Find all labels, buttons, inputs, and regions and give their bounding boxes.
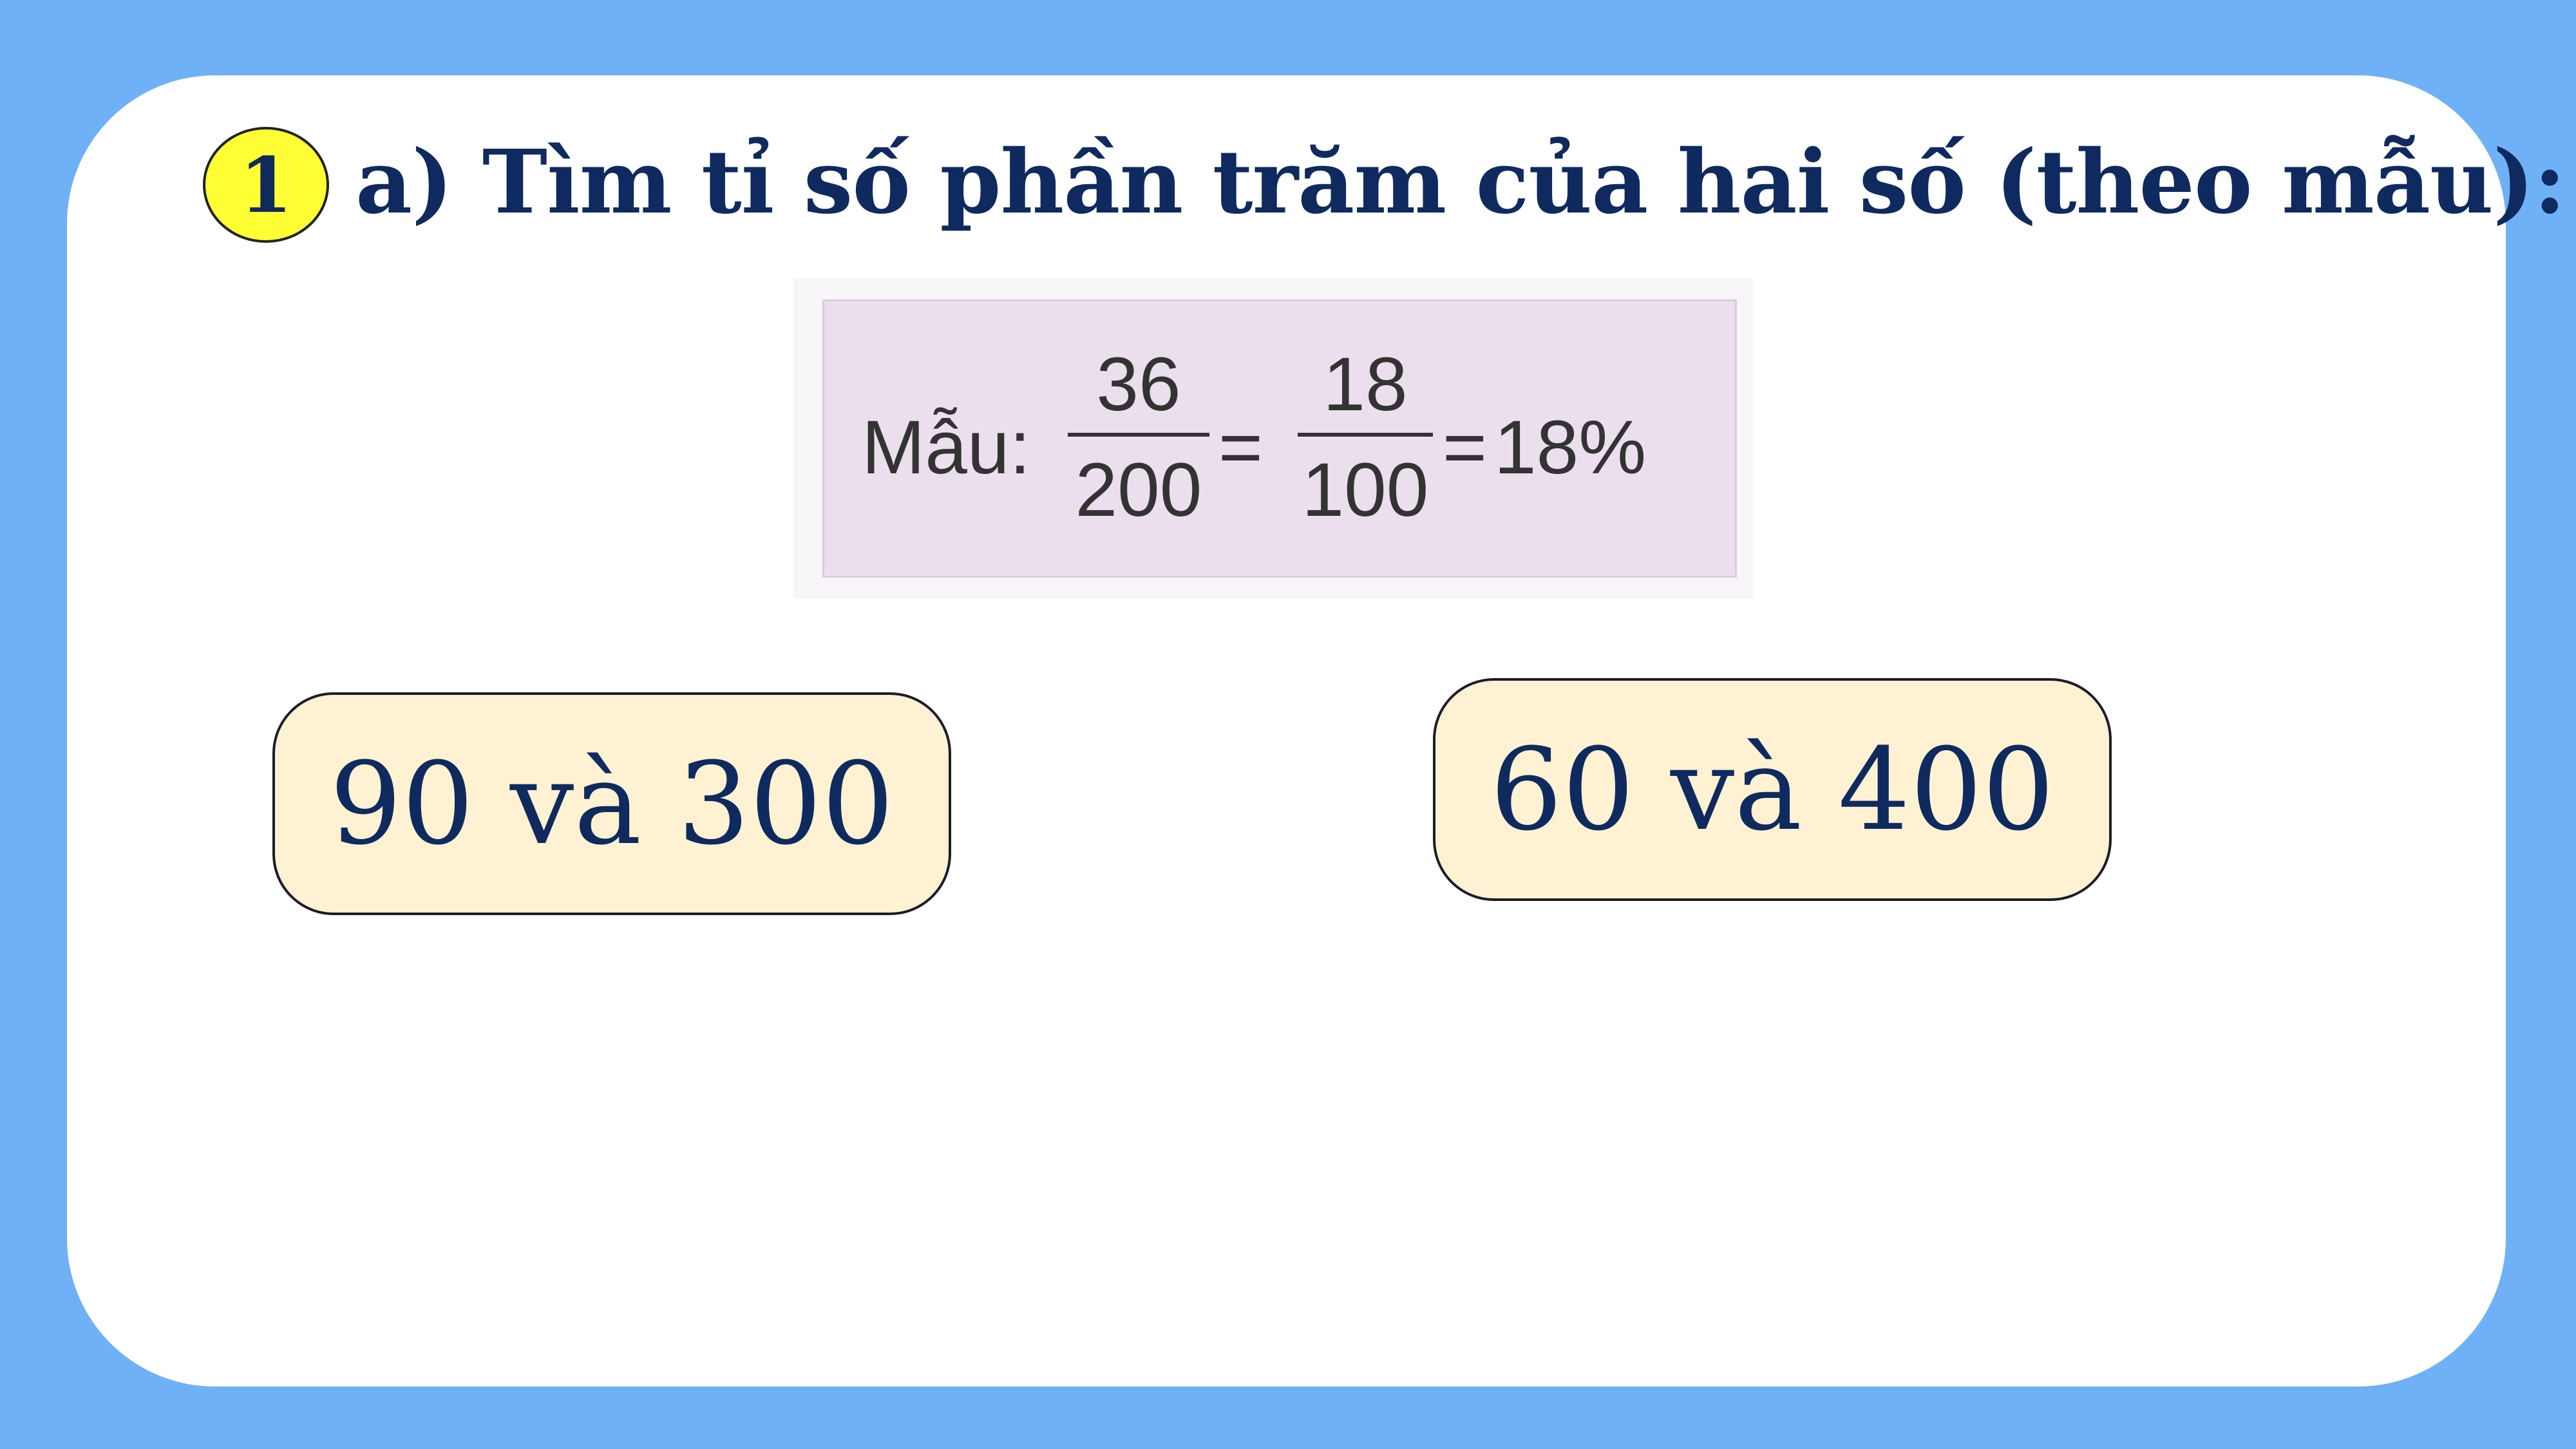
task-card-1[interactable]	[272, 692, 951, 915]
task-2-text: 60 và 400	[1490, 723, 2055, 856]
fraction-2-numerator: 18	[1323, 342, 1408, 427]
sample-label: Mẫu:	[862, 405, 1031, 490]
exercise-number: 1	[239, 140, 293, 230]
fraction-2-bar	[1298, 433, 1433, 437]
sample-result: 18%	[1494, 405, 1647, 490]
exercise-heading: a) Tìm tỉ số phần trăm của hai số (theo mẫu):	[355, 131, 2566, 234]
equals-sign-1: =	[1218, 405, 1263, 490]
fraction-1-denominator: 200	[1075, 448, 1202, 533]
fraction-2-denominator: 100	[1302, 448, 1429, 533]
task-card-2[interactable]	[1433, 678, 2112, 901]
fraction-1-bar	[1068, 433, 1209, 437]
task-1-text: 90 và 300	[329, 737, 895, 870]
fraction-1-numerator: 36	[1096, 342, 1181, 427]
sample-box	[822, 299, 1737, 578]
sample-fraction-1	[1068, 342, 1209, 533]
exercise-number-badge	[203, 127, 329, 243]
equals-sign-2: =	[1443, 405, 1487, 490]
sample-fraction-2	[1298, 342, 1433, 533]
